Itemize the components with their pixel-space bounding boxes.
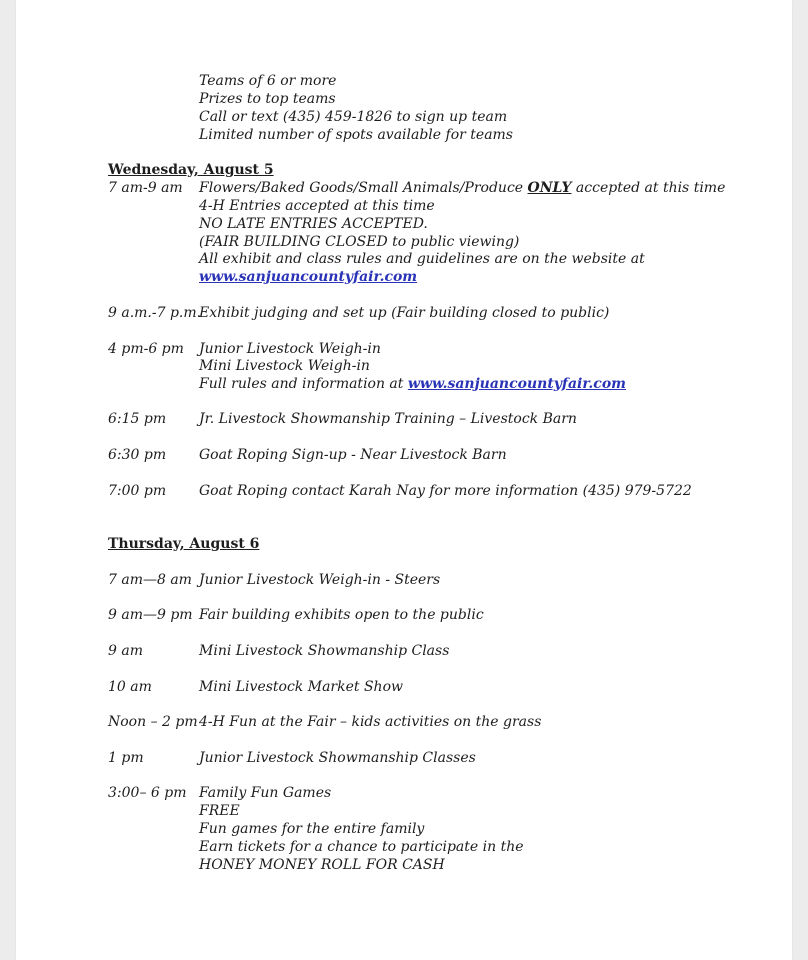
entry-text: Family Fun Games bbox=[199, 785, 332, 801]
intro-line: Teams of 6 or more bbox=[199, 73, 337, 89]
entry-text: Fun games for the entire family bbox=[199, 821, 425, 837]
entry-text: (FAIR BUILDING CLOSED to public viewing) bbox=[199, 234, 520, 250]
entry-text bbox=[199, 268, 417, 286]
wednesday-heading: Wednesday, August 5 bbox=[108, 162, 274, 178]
entry-text: All exhibit and class rules and guidelines are on the website at bbox=[199, 251, 645, 267]
entry-time: 4 pm-6 pm bbox=[108, 341, 184, 357]
entry-text: 4-H Entries accepted at this time bbox=[199, 198, 435, 214]
intro-line: Limited number of spots available for teams bbox=[199, 127, 513, 143]
entry-time: 9 a.m.-7 p.m. bbox=[108, 305, 202, 321]
entry-text: Junior Livestock Weigh-in bbox=[199, 341, 381, 357]
entry-time: 9 am bbox=[108, 643, 143, 659]
entry-text: 4-H Fun at the Fair – kids activities on the grass bbox=[199, 714, 542, 730]
entry-text: FREE bbox=[199, 803, 240, 819]
thursday-heading: Thursday, August 6 bbox=[108, 536, 260, 552]
entry-text: Junior Livestock Weigh-in - Steers bbox=[199, 572, 441, 588]
entry-text: Jr. Livestock Showmanship Training – Livestock Barn bbox=[199, 411, 577, 427]
entry-text: Goat Roping contact Karah Nay for more information (435) 979-5722 bbox=[199, 483, 692, 499]
entry-time: 1 pm bbox=[108, 750, 144, 766]
only-emphasis: ONLY bbox=[527, 180, 572, 196]
entry-text: Mini Livestock Showmanship Class bbox=[199, 643, 450, 659]
entry-text-part: Full rules and information at bbox=[199, 376, 408, 392]
entry-text: Exhibit judging and set up (Fair building closed to public) bbox=[199, 305, 610, 321]
entry-time: 6:30 pm bbox=[108, 447, 167, 463]
entry-time: 10 am bbox=[108, 679, 152, 695]
entry-text: Earn tickets for a chance to participate in the bbox=[199, 839, 524, 855]
website-link[interactable]: www.sanjuancountyfair.com bbox=[199, 269, 418, 285]
entry-text: Junior Livestock Showmanship Classes bbox=[199, 750, 476, 766]
entry-text: Goat Roping Sign-up - Near Livestock Barn bbox=[199, 447, 507, 463]
entry-time: 6:15 pm bbox=[108, 411, 167, 427]
entry-time: 7 am—8 am bbox=[108, 572, 192, 588]
entry-time: Noon – 2 pm bbox=[108, 714, 198, 730]
entry-time: 3:00– 6 pm bbox=[108, 785, 187, 801]
website-link[interactable]: www.sanjuancountyfair.com bbox=[407, 376, 626, 392]
entry-text: Fair building exhibits open to the public bbox=[199, 607, 484, 623]
entry-text-part: Flowers/Baked Goods/Small Animals/Produce bbox=[199, 180, 528, 196]
intro-line: Call or text (435) 459-1826 to sign up team bbox=[199, 109, 508, 125]
entry-time: 7:00 pm bbox=[108, 483, 167, 499]
entry-text: Mini Livestock Market Show bbox=[199, 679, 403, 695]
entry-text: Mini Livestock Weigh-in bbox=[199, 358, 370, 374]
entry-text bbox=[199, 375, 626, 393]
entry-text: HONEY MONEY ROLL FOR CASH bbox=[199, 857, 445, 873]
entry-time: 9 am—9 pm bbox=[108, 607, 193, 623]
entry-time: 7 am-9 am bbox=[108, 180, 183, 196]
entry-text-part: accepted at this time bbox=[571, 180, 726, 196]
entry-text bbox=[199, 179, 725, 197]
entry-text: NO LATE ENTRIES ACCEPTED. bbox=[199, 216, 428, 232]
intro-line: Prizes to top teams bbox=[199, 91, 336, 107]
